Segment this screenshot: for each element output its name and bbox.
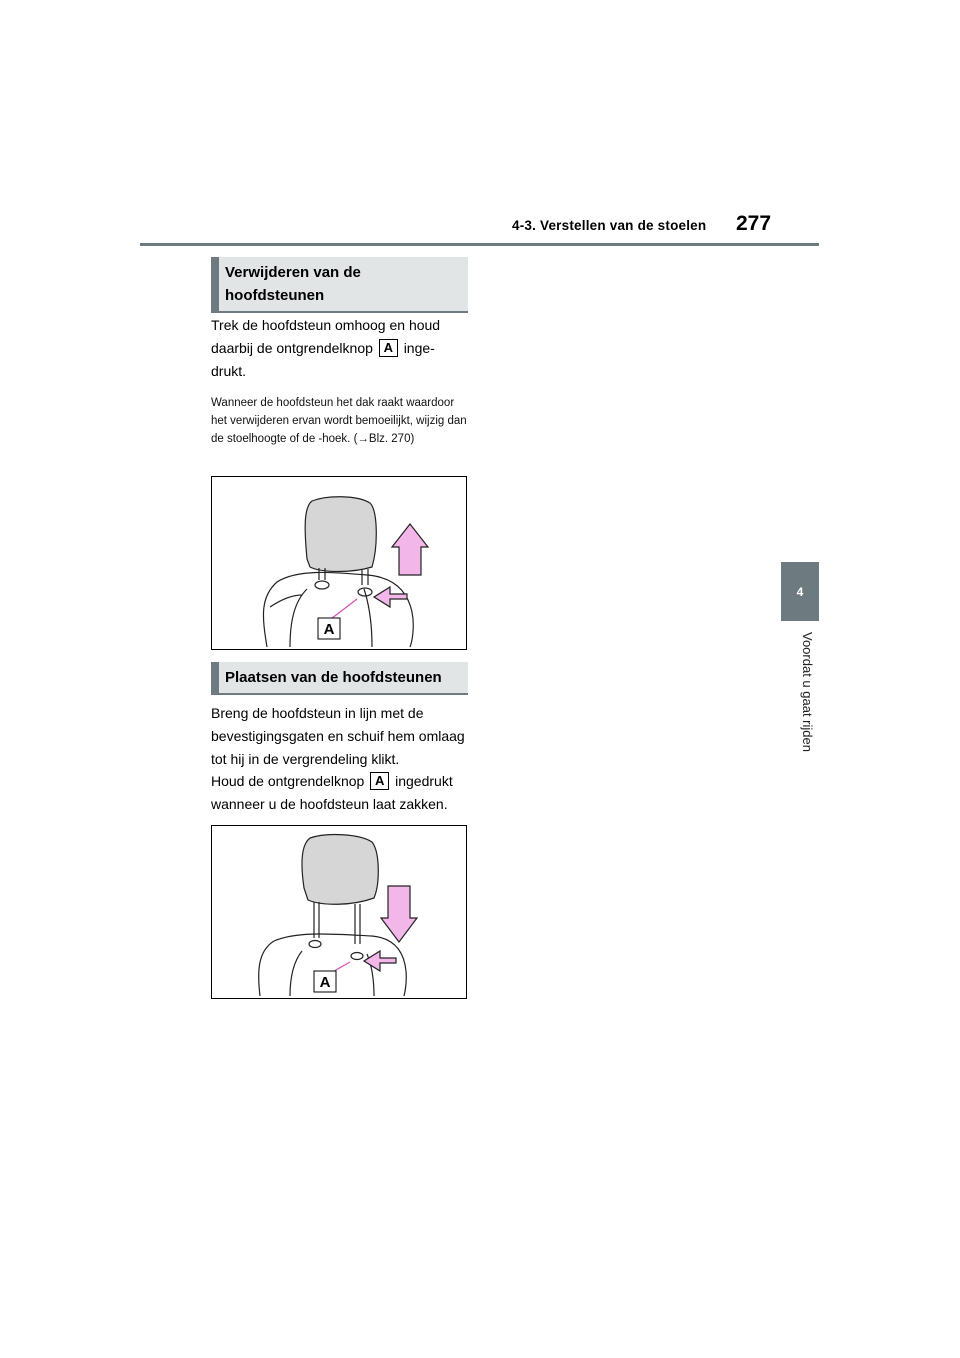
instruction-install: Breng de hoofdsteun in lijn met de bevestigingsgaten en schuif hem omlaag tot hij in de vergrendeling klikt. — [211, 705, 465, 767]
section-title: 4-3. Verstellen van de stoelen — [512, 218, 707, 233]
chapter-number: 4 — [796, 584, 804, 599]
figure-remove-headrest — [211, 476, 467, 650]
callout-label-a: A — [379, 339, 398, 357]
headrest-remove-illustration — [212, 477, 466, 649]
page-number: 277 — [736, 212, 772, 235]
instruction-text: Trek de hoofdsteun omhoog en houd daarbij de ontgrendelknop — [211, 317, 441, 356]
headrest-install-illustration — [212, 826, 466, 998]
header-divider — [140, 243, 819, 246]
callout-label-a: A — [370, 772, 389, 790]
note-text: Wanneer de hoofdsteun het dak raakt waardoor het verwijderen ervan wordt bemoeilijkt, wijzig dan de stoelhoogte of de -hoek. — [211, 397, 467, 445]
figure-install-headrest — [211, 825, 467, 999]
figure-callout-a: A — [319, 974, 331, 991]
instruction-install-hold — [211, 770, 466, 816]
page-reference: (→Blz. 270) — [353, 433, 415, 445]
chapter-tab — [781, 562, 819, 621]
chapter-title: Voordat u gaat rijden — [800, 632, 815, 752]
figure-callout-a: A — [323, 621, 335, 638]
note-remove — [211, 394, 469, 448]
instruction-text: Houd de ontgrendelknop — [211, 773, 365, 789]
instruction-text: inge-drukt. — [211, 340, 435, 379]
instruction-text: ingedrukt wanneer u de hoofdsteun laat zakken. — [211, 773, 453, 812]
instruction-remove — [211, 314, 461, 383]
section-heading-remove: Verwijderen van de hoofdsteunen — [211, 257, 468, 313]
section-heading-install: Plaatsen van de hoofdsteunen — [211, 662, 468, 695]
